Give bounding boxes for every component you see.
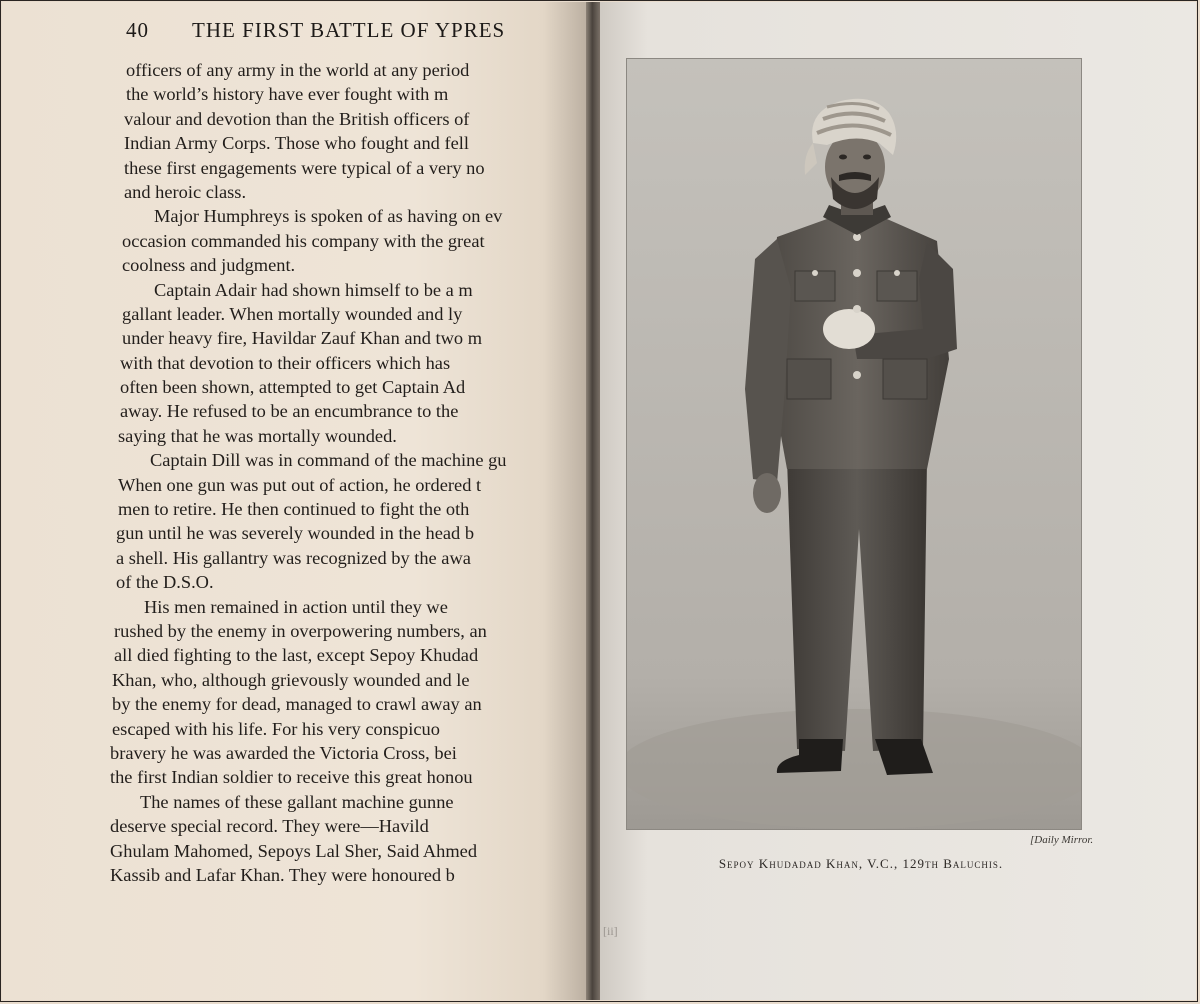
text-line: Kassib and Lafar Khan. They were honoured b [110,864,455,885]
text-line: His men remained in action until they we [144,596,448,617]
running-title: THE FIRST BATTLE OF YPRES [192,18,506,42]
text-line: gun until he was severely wounded in the head b [116,523,475,544]
text-line: The names of these gallant machine gunne [140,791,454,812]
folio-mark: [ii] [603,924,618,938]
text-line: away. He refused to be an encumbrance to the [120,401,459,422]
text-line: all died fighting to the last, except Sepoy Khudad [114,645,479,666]
text-line: deserve special record. They were—Havild [110,816,429,837]
text-line: Ghulam Mahomed, Sepoys Lal Sher, Said Ahmed [110,840,478,861]
text-line: the first Indian soldier to receive this great honou [110,767,473,788]
text-line: officers of any army in the world at any period [126,60,470,80]
text-line: by the enemy for dead, managed to crawl away an [112,694,482,715]
text-line: men to retire. He then continued to fight the oth [118,499,470,520]
text-line: rushed by the enemy in overpowering numbers, an [114,620,487,641]
page-number: 40 [126,18,149,42]
photo-caption: Sepoy Khudadad Khan, V.C., 129th Baluchis. [718,856,1004,871]
text-line: often been shown, attempted to get Captain Ad [120,377,466,398]
text-line: saying that he was mortally wounded. [118,425,397,446]
text-line: under heavy fire, Havildar Zauf Khan and two m [122,328,483,349]
text-line: the world’s history have ever fought with m [126,84,449,105]
text-line: coolness and judgment. [122,255,296,276]
text-line: these first engagements were typical of a very no [124,157,485,178]
text-line: Khan, who, although grievously wounded and le [112,669,470,690]
text-line: gallant leader. When mortally wounded and ly [122,303,463,324]
text-line: escaped with his life. For his very conspicuo [112,718,440,739]
text-line: a shell. His gallantry was recognized by the awa [116,547,471,568]
text-line: bravery he was awarded the Victoria Cross, bei [110,742,457,763]
text-line: valour and devotion than the British officers of [124,108,470,129]
text-line: with that devotion to their officers which has [120,352,451,373]
text-line: of the D.S.O. [116,572,214,593]
photo-credit: [Daily Mirror. [1030,834,1094,846]
text-line: occasion commanded his company with the great [122,230,485,251]
text-line: Major Humphreys is spoken of as having on ev [154,206,503,227]
text-line: Indian Army Corps. Those who fought and fell [124,133,469,154]
text-line: When one gun was put out of action, he ordered t [118,474,482,495]
text-line: Captain Adair had shown himself to be a m [154,279,473,300]
text-line: Captain Dill was in command of the machine gu [150,450,507,471]
text-line: and heroic class. [124,181,247,202]
